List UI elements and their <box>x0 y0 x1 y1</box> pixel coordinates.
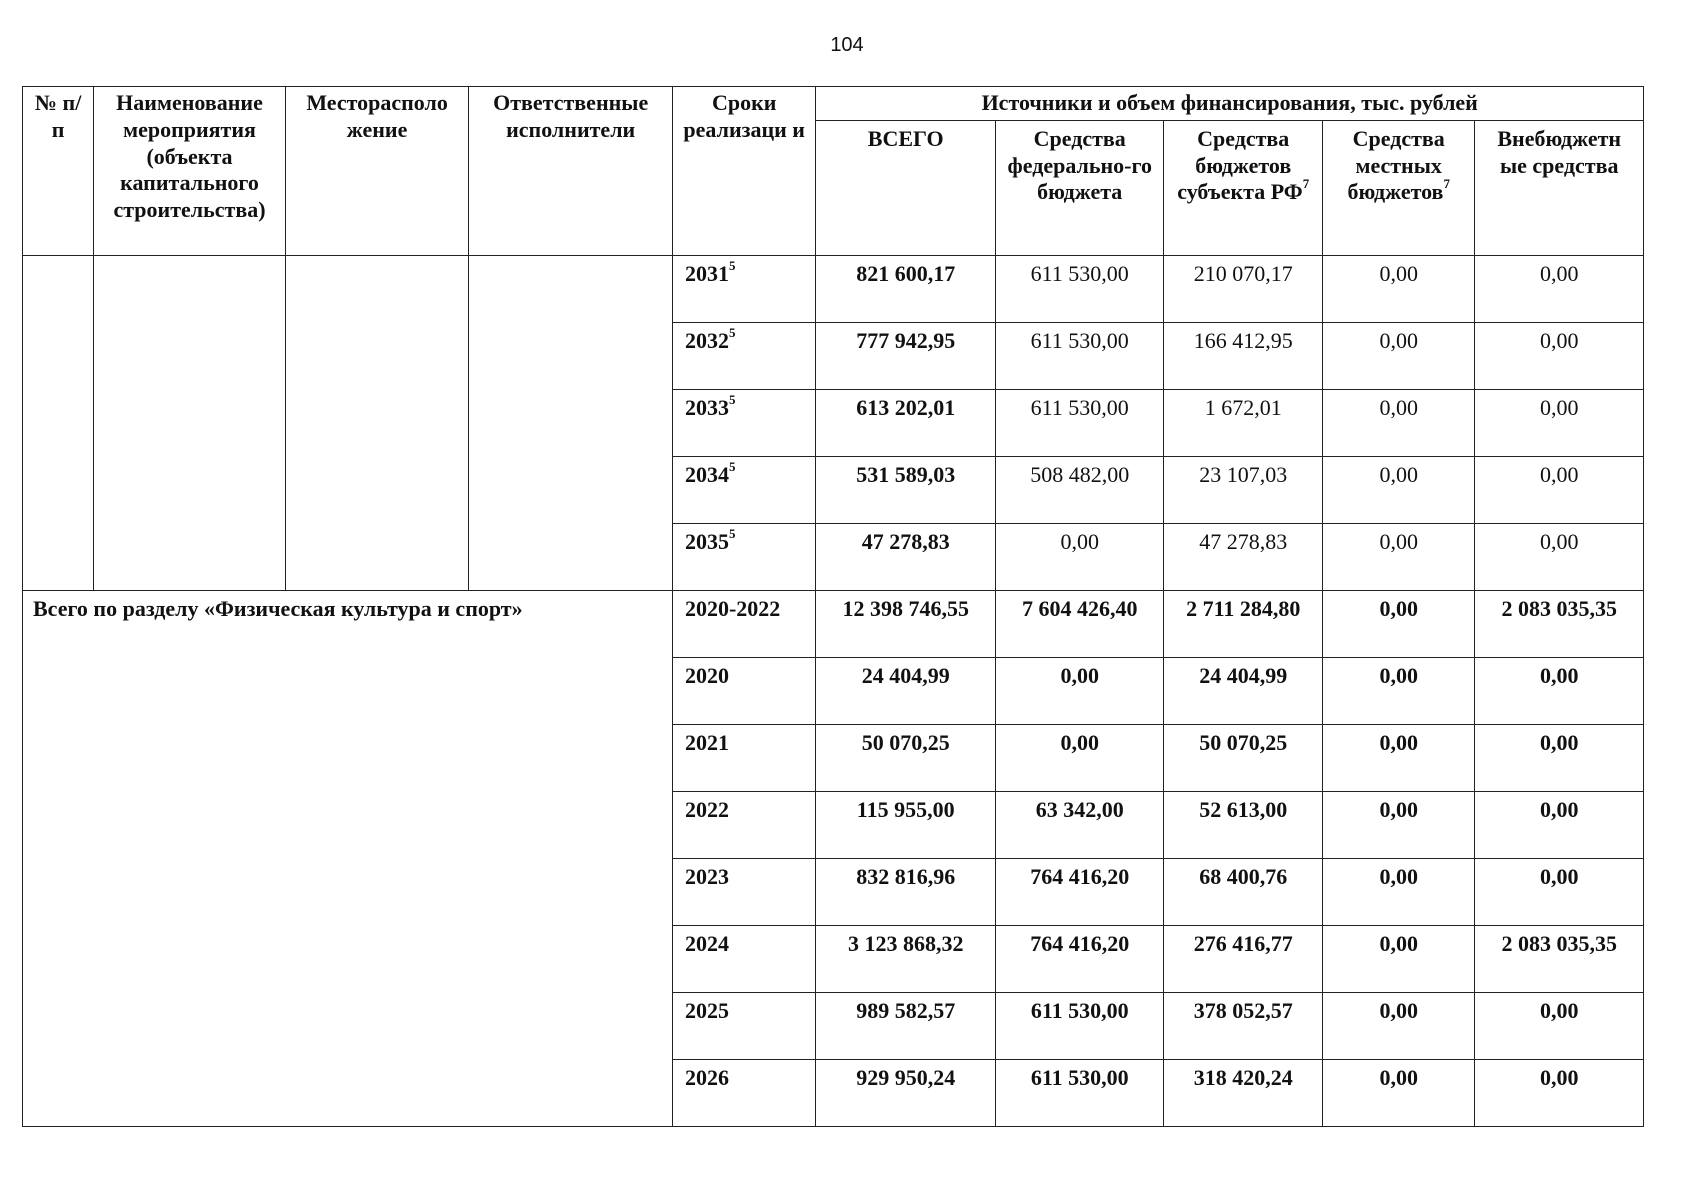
cell-regional: 166 412,95 <box>1164 322 1322 389</box>
cell-num-empty <box>23 255 94 590</box>
header-location: Месторасполо жение <box>285 87 469 256</box>
cell-local: 0,00 <box>1322 322 1474 389</box>
cell-federal: 508 482,00 <box>995 456 1164 523</box>
year-text: 2035 <box>684 528 729 554</box>
header-federal: Средства федерально-го бюджета <box>995 120 1164 255</box>
cell-federal: 7 604 426,40 <box>995 590 1164 657</box>
cell-total: 821 600,17 <box>816 255 996 322</box>
cell-federal: 611 530,00 <box>995 322 1164 389</box>
cell-regional: 23 107,03 <box>1164 456 1322 523</box>
year-text: 2031 <box>684 260 729 286</box>
header-total: ВСЕГО <box>816 120 996 255</box>
cell-total: 777 942,95 <box>816 322 996 389</box>
cell-extra: 2 083 035,35 <box>1475 590 1644 657</box>
cell-local: 0,00 <box>1322 590 1474 657</box>
cell-total: 50 070,25 <box>816 724 996 791</box>
cell-year: 2026 <box>672 1059 815 1126</box>
footnote-ref: 7 <box>1443 176 1450 192</box>
cell-federal: 611 530,00 <box>995 992 1164 1059</box>
cell-regional: 276 416,77 <box>1164 925 1322 992</box>
footnote-ref: 7 <box>1302 176 1310 192</box>
cell-local: 0,00 <box>1322 992 1474 1059</box>
cell-local: 0,00 <box>1322 389 1474 456</box>
cell-local: 0,00 <box>1322 858 1474 925</box>
cell-extra: 0,00 <box>1475 255 1644 322</box>
cell-responsible-empty <box>469 255 673 590</box>
cell-total: 47 278,83 <box>816 523 996 590</box>
cell-regional: 1 672,01 <box>1164 389 1322 456</box>
cell-extra: 0,00 <box>1475 992 1644 1059</box>
cell-total: 832 816,96 <box>816 858 996 925</box>
cell-year: 2025 <box>672 992 815 1059</box>
cell-extra: 0,00 <box>1475 1059 1644 1126</box>
cell-federal: 63 342,00 <box>995 791 1164 858</box>
cell-federal: 764 416,20 <box>995 925 1164 992</box>
cell-federal: 611 530,00 <box>995 255 1164 322</box>
footnote-ref: 5 <box>728 391 736 407</box>
cell-extra: 0,00 <box>1475 657 1644 724</box>
cell-extra: 0,00 <box>1475 322 1644 389</box>
cell-total: 115 955,00 <box>816 791 996 858</box>
cell-year: 2020 <box>672 657 815 724</box>
cell-extra: 2 083 035,35 <box>1475 925 1644 992</box>
header-responsible: Ответственные исполнители <box>469 87 673 256</box>
cell-regional: 2 711 284,80 <box>1164 590 1322 657</box>
cell-local: 0,00 <box>1322 1059 1474 1126</box>
cell-regional: 378 052,57 <box>1164 992 1322 1059</box>
cell-total: 24 404,99 <box>816 657 996 724</box>
cell-extra: 0,00 <box>1475 858 1644 925</box>
cell-total: 531 589,03 <box>816 456 996 523</box>
header-funding-group: Источники и объем финансирования, тыс. рублей <box>816 87 1644 121</box>
cell-regional: 210 070,17 <box>1164 255 1322 322</box>
cell-local: 0,00 <box>1322 456 1474 523</box>
year-text: 2033 <box>684 394 729 420</box>
cell-total: 613 202,01 <box>816 389 996 456</box>
header-name: Наименование мероприятия (объекта капитального строительства) <box>94 87 286 256</box>
cell-federal: 764 416,20 <box>995 858 1164 925</box>
header-terms: Сроки реализаци и <box>672 87 815 256</box>
cell-local: 0,00 <box>1322 255 1474 322</box>
header-regional <box>1164 120 1322 255</box>
cell-federal: 0,00 <box>995 523 1164 590</box>
table-row <box>23 590 1644 657</box>
header-num: № п/п <box>23 87 94 256</box>
cell-year: 2023 <box>672 858 815 925</box>
funding-table <box>22 86 1644 1127</box>
cell-extra: 0,00 <box>1475 456 1644 523</box>
cell-extra: 0,00 <box>1475 791 1644 858</box>
cell-extra: 0,00 <box>1475 389 1644 456</box>
cell-total: 929 950,24 <box>816 1059 996 1126</box>
cell-federal: 611 530,00 <box>995 1059 1164 1126</box>
year-text: 2032 <box>684 327 729 353</box>
table-row <box>23 255 1644 322</box>
cell-extra: 0,00 <box>1475 523 1644 590</box>
header-local-label: Средства местных бюджетов <box>1347 125 1445 205</box>
cell-location-empty <box>285 255 469 590</box>
cell-regional: 47 278,83 <box>1164 523 1322 590</box>
cell-total: 3 123 868,32 <box>816 925 996 992</box>
cell-federal: 0,00 <box>995 724 1164 791</box>
cell-year: 2022 <box>672 791 815 858</box>
cell-local: 0,00 <box>1322 925 1474 992</box>
cell-regional: 50 070,25 <box>1164 724 1322 791</box>
header-extra: Внебюджетн ые средства <box>1475 120 1644 255</box>
cell-regional: 24 404,99 <box>1164 657 1322 724</box>
cell-year: 2024 <box>672 925 815 992</box>
cell-year <box>672 389 815 456</box>
cell-extra: 0,00 <box>1475 724 1644 791</box>
cell-year <box>672 523 815 590</box>
cell-year <box>672 255 815 322</box>
footnote-ref: 5 <box>728 458 736 474</box>
cell-name-empty <box>94 255 286 590</box>
cell-regional: 68 400,76 <box>1164 858 1322 925</box>
cell-year: 2020-2022 <box>672 590 815 657</box>
cell-local: 0,00 <box>1322 791 1474 858</box>
cell-year <box>672 322 815 389</box>
header-local <box>1322 120 1474 255</box>
footnote-ref: 5 <box>728 257 736 273</box>
cell-local: 0,00 <box>1322 657 1474 724</box>
section-total-label: Всего по разделу «Физическая культура и спорт» <box>23 590 673 1126</box>
cell-regional: 318 420,24 <box>1164 1059 1322 1126</box>
cell-regional: 52 613,00 <box>1164 791 1322 858</box>
year-text: 2034 <box>684 461 729 487</box>
cell-federal: 611 530,00 <box>995 389 1164 456</box>
footnote-ref: 5 <box>728 324 736 340</box>
cell-local: 0,00 <box>1322 523 1474 590</box>
cell-federal: 0,00 <box>995 657 1164 724</box>
cell-year <box>672 456 815 523</box>
cell-local: 0,00 <box>1322 724 1474 791</box>
cell-year: 2021 <box>672 724 815 791</box>
header-regional-label: Средства бюджетов субъекта РФ <box>1177 125 1303 205</box>
cell-total: 12 398 746,55 <box>816 590 996 657</box>
cell-total: 989 582,57 <box>816 992 996 1059</box>
page-number: 104 <box>830 34 864 56</box>
footnote-ref: 5 <box>728 525 736 541</box>
